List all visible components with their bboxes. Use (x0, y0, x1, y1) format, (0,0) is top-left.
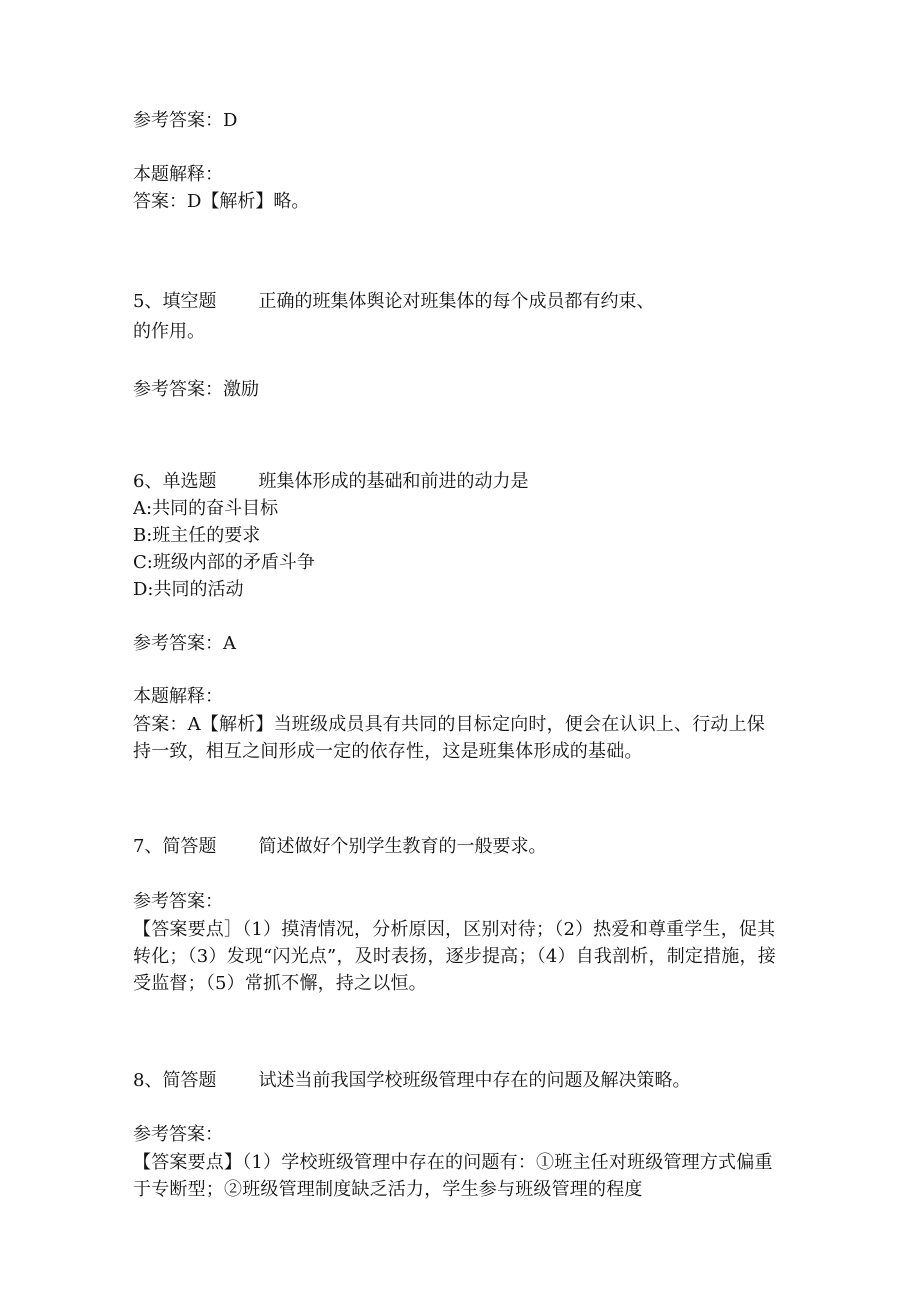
q6-option-b: B:班主任的要求 (133, 525, 261, 546)
q5-number: 5、填空题 (133, 291, 217, 312)
q7-answer-text: 【答案要点］（1）摸清情况，分析原因，区别对待；（2）热爱和尊重学生，促其转化；（3）发现“闪光点”，及时表扬，逐步提高；（4）自我剖析，制定措施，接受监督；（5）常抓不懈，持之以恒。 (133, 919, 776, 994)
q6-explain-text: 答案：A【解析】当班级成员具有共同的目标定向时，便会在认识上、行动上保持一致，相互之间形成一定的依存性，这是班集体形成的基础。 (133, 714, 765, 762)
q8-header (133, 1068, 690, 1094)
q5-question-cont: 的作用。 (133, 321, 205, 342)
q7-answer-label: 参考答案： (133, 891, 223, 912)
q8-answer-label: 参考答案： (133, 1124, 223, 1145)
q7-number: 7、简答题 (133, 836, 217, 857)
q7-question: 简述做好个别学生教育的一般要求。 (258, 836, 547, 857)
q6-option-d: D:共同的活动 (133, 579, 244, 600)
q6-number: 6、单选题 (133, 471, 217, 492)
q6-question: 班集体形成的基础和前进的动力是 (258, 471, 529, 492)
q6-option-c: C:班级内部的矛盾斗争 (133, 552, 315, 573)
q8-question: 试述当前我国学校班级管理中存在的问题及解决策略。 (258, 1070, 691, 1091)
q6-option-a: A:共同的奋斗目标 (133, 498, 279, 519)
q4-explain-label: 本题解释： (133, 164, 223, 185)
q6-header (133, 469, 528, 495)
q6-answer: 参考答案：A (133, 633, 236, 654)
q4-answer: 参考答案：D (133, 110, 238, 131)
q5-header (133, 289, 654, 315)
q8-number: 8、简答题 (133, 1070, 217, 1091)
q6-explain-label: 本题解释： (133, 686, 223, 707)
q8-answer-text: 【答案要点】（1）学校班级管理中存在的问题有：①班主任对班级管理方式偏重于专断型；②班级管理制度缺乏活力，学生参与班级管理的程度 (133, 1152, 773, 1200)
q7-header (133, 834, 546, 860)
q5-answer: 参考答案：激励 (133, 379, 259, 400)
q4-explain-text: 答案：D【解析】略。 (133, 191, 310, 212)
q5-question: 正确的班集体舆论对班集体的每个成员都有约束、 (258, 291, 655, 312)
